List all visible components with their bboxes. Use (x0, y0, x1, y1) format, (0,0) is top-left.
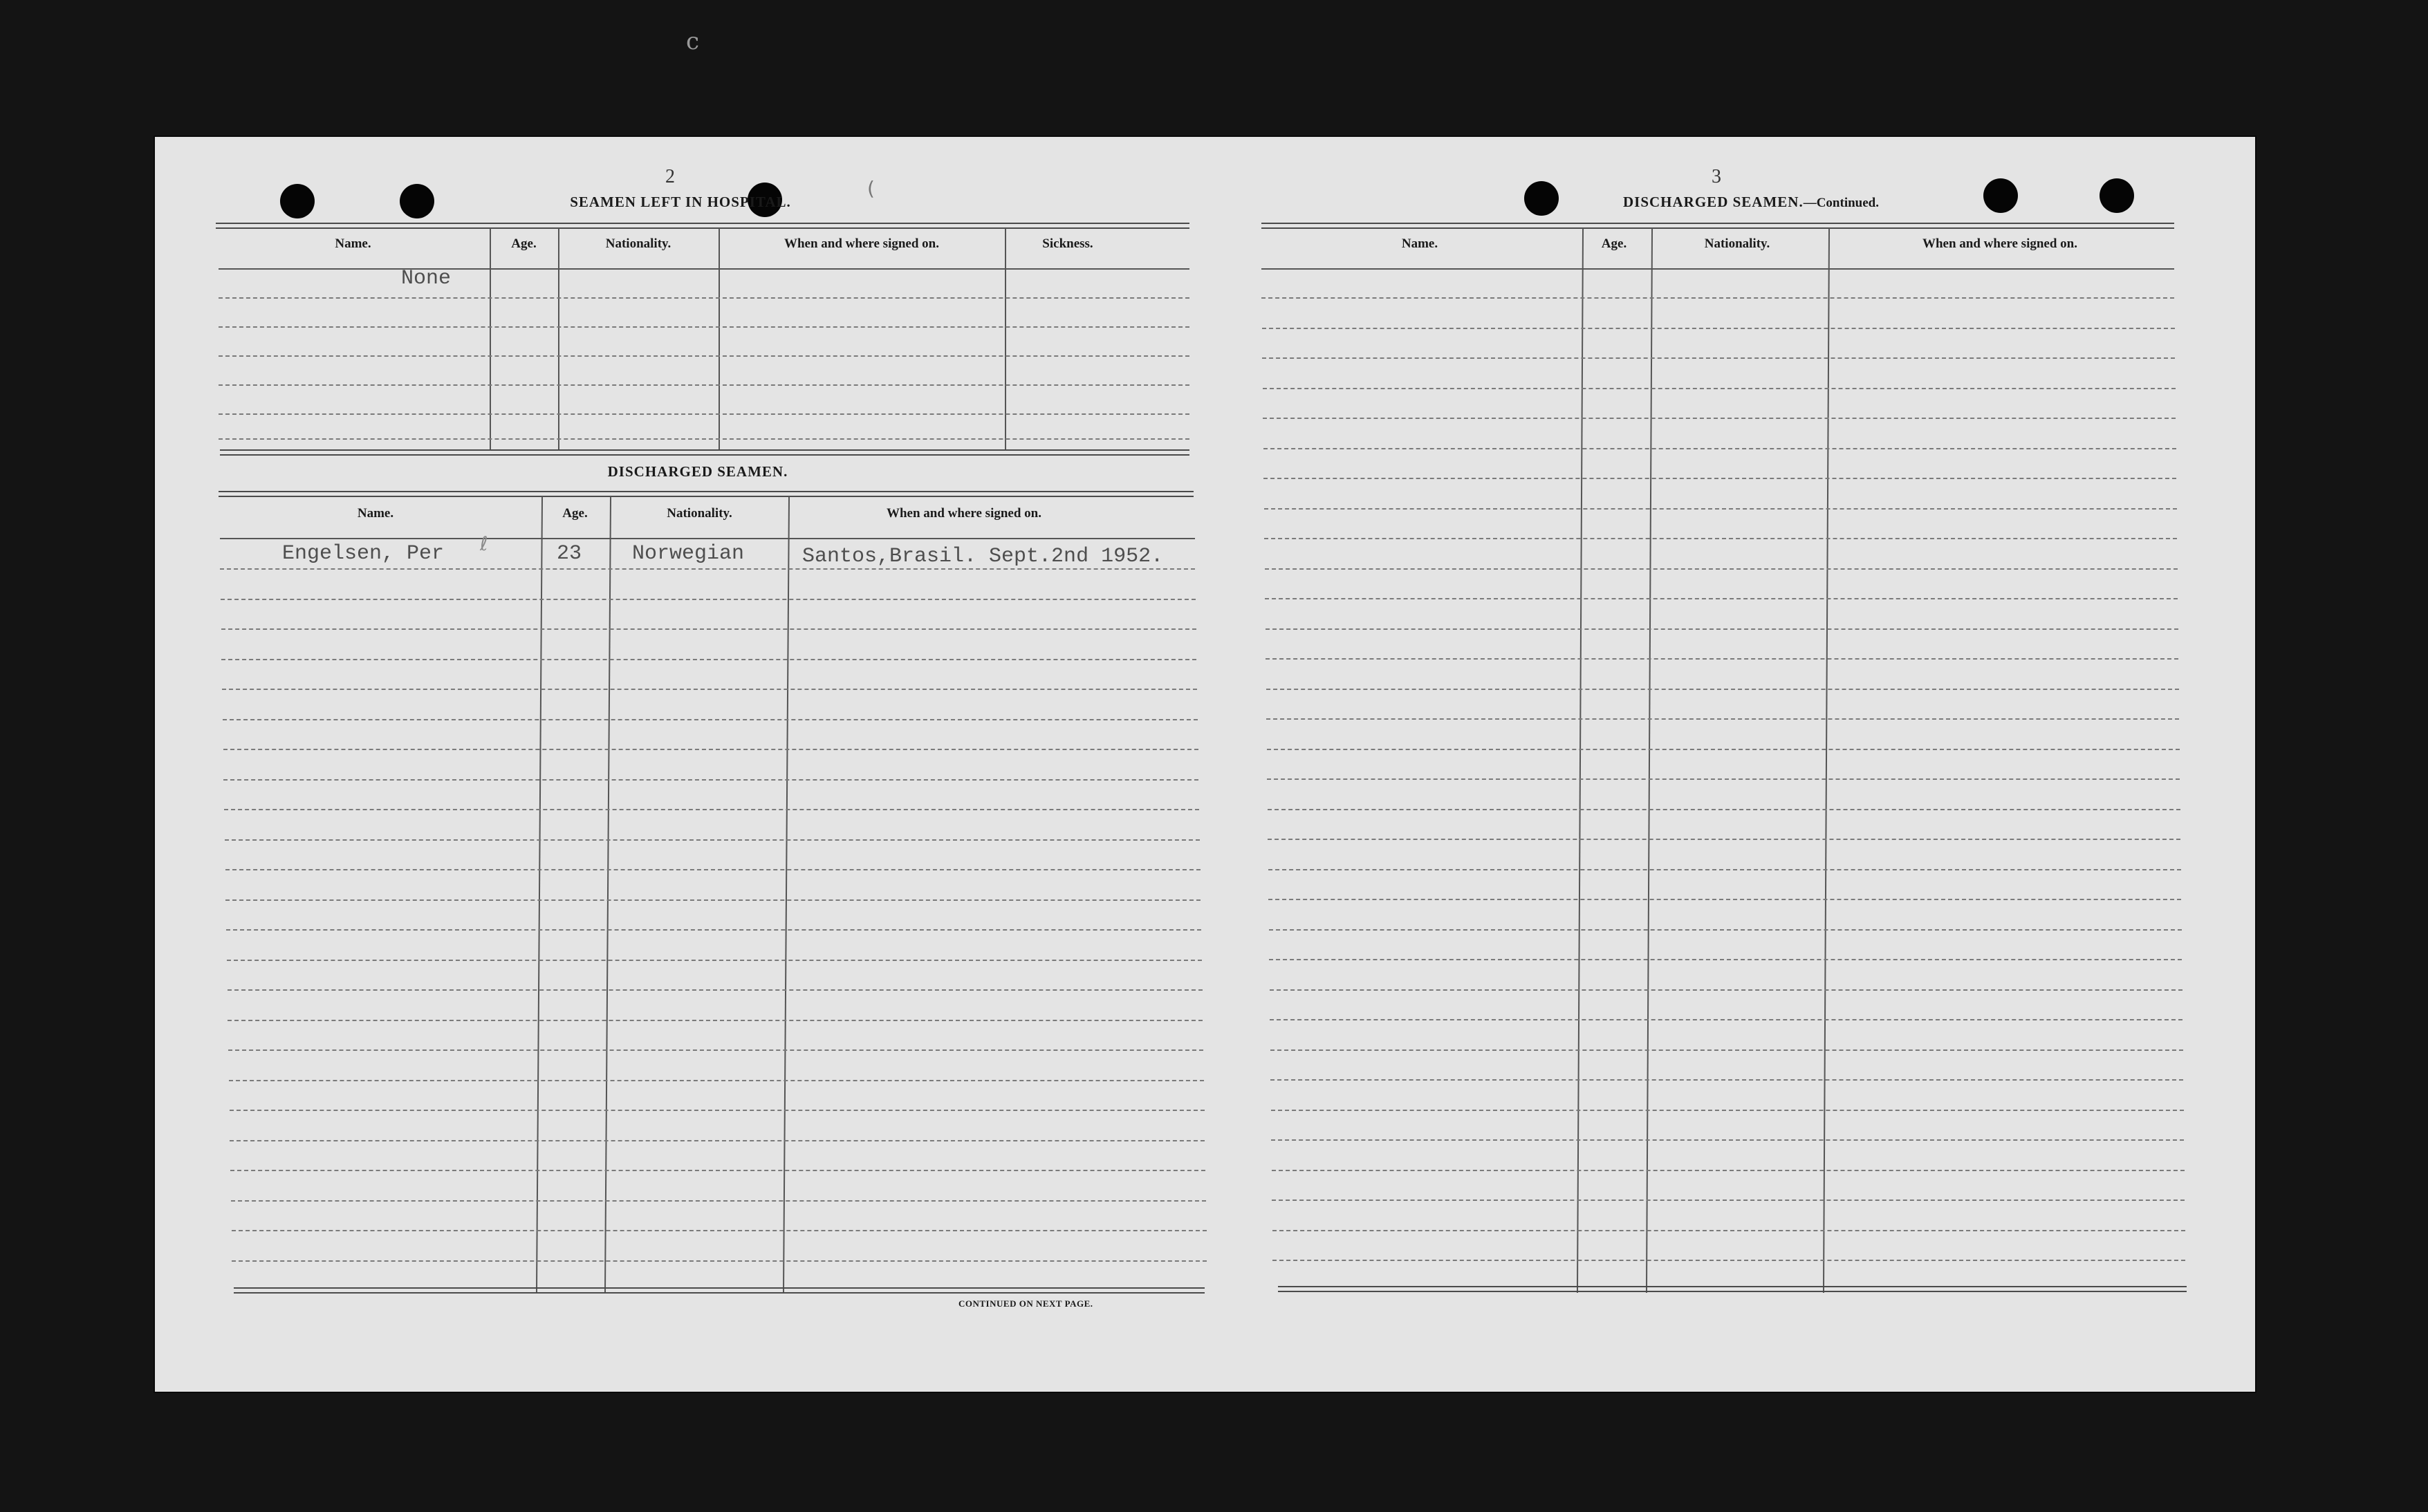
register-sheet-layout (155, 137, 2255, 1392)
form-row-line (221, 628, 1196, 630)
form-row-line (1266, 658, 2178, 660)
discharged-nationality: Norwegian (632, 542, 745, 566)
form-row-line (1263, 388, 2176, 389)
form-row-line (1272, 1230, 2185, 1231)
form-row-line (1271, 1110, 2184, 1111)
form-row-line (228, 989, 1203, 991)
discharged-col-divider (783, 496, 790, 1293)
right-title-main: DISCHARGED SEAMEN. (1623, 194, 1804, 210)
hospital-row-line (219, 326, 1189, 328)
hospital-col-divider (719, 228, 720, 451)
form-row-line (1263, 448, 2176, 449)
form-row-line (1272, 1200, 2185, 1201)
form-row-line (1265, 598, 2178, 599)
right-col-name: Name. (1401, 236, 1438, 251)
form-row-line (1268, 809, 2180, 810)
form-row-line (1261, 297, 2174, 299)
hospital-header-rule (219, 268, 1189, 270)
right-header-rule (1261, 268, 2174, 270)
form-row-line (226, 929, 1201, 931)
form-row-line (1268, 899, 2181, 900)
form-row-line (224, 809, 1199, 810)
form-row-line (1267, 749, 2180, 750)
discharged-section-title: DISCHARGED SEAMEN. (607, 463, 788, 480)
discharged-age: 23 (557, 542, 582, 566)
form-row-line (1266, 718, 2179, 720)
discharged-header-rule (220, 538, 1195, 539)
hospital-col-divider (490, 228, 491, 451)
form-row-line (1270, 1079, 2183, 1081)
hospital-col-age: Age. (511, 236, 537, 251)
form-row-line (1270, 1019, 2183, 1020)
right-title-continued: —Continued. (1803, 196, 1879, 210)
discharged-col-divider (604, 496, 611, 1293)
punch-hole-2 (400, 184, 434, 218)
hospital-row-line (219, 355, 1189, 357)
form-row-line (1262, 328, 2175, 329)
hospital-row-line (219, 413, 1189, 415)
form-row-line (229, 1080, 1204, 1081)
form-row-line (1265, 568, 2178, 570)
form-row-line (232, 1230, 1207, 1231)
continued-note: CONTINUED ON NEXT PAGE. (958, 1298, 1093, 1309)
hospital-col-nationality: Nationality. (605, 236, 671, 251)
discharged-col-signed-on: When and where signed on. (886, 506, 1041, 521)
right-col-signed-on: When and where signed on. (1922, 236, 2077, 251)
form-row-line (230, 1110, 1205, 1111)
stray-mark: c (686, 28, 700, 55)
form-row-line (228, 1049, 1203, 1051)
form-row-line (1268, 869, 2181, 870)
right-page-title (1571, 194, 1931, 211)
hospital-col-sickness: Sickness. (1042, 236, 1093, 251)
discharged-top-rule (219, 491, 1194, 497)
form-row-line (1263, 418, 2176, 419)
form-row-line (1272, 1170, 2185, 1171)
hospital-col-divider (1005, 228, 1006, 451)
right-col-age: Age. (1601, 236, 1627, 251)
hospital-section-title: SEAMEN LEFT IN HOSPITAL. (570, 194, 791, 210)
form-row-line (225, 839, 1200, 841)
form-row-line (1264, 508, 2177, 510)
form-row-line (1271, 1139, 2184, 1141)
form-row-line (1264, 538, 2177, 539)
right-col-nationality: Nationality. (1704, 236, 1770, 251)
discharged-name: Engelsen, Per (282, 542, 445, 566)
discharged-signed-on: Santos,Brasil. Sept.2nd 1952. (802, 545, 1164, 568)
hospital-row-line (219, 438, 1189, 440)
form-row-line (1269, 959, 2182, 960)
hospital-row-line (219, 384, 1189, 386)
left-page-number: 2 (665, 166, 675, 187)
form-row-line (1266, 628, 2178, 630)
punch-hole-4 (1524, 181, 1559, 216)
handwritten-initials: ℓ (480, 532, 488, 555)
form-row-line (230, 1170, 1205, 1171)
form-row-line (225, 899, 1201, 901)
punch-hole-5 (1983, 178, 2018, 213)
right-top-rule (1261, 223, 2174, 229)
form-row-line (223, 719, 1198, 720)
hospital-row-line (219, 297, 1189, 299)
right-page-number: 3 (1712, 166, 1721, 187)
form-row-line (1263, 478, 2176, 479)
form-row-line (1262, 357, 2175, 359)
hospital-bottom-rule (220, 449, 1189, 456)
form-row-line (227, 960, 1202, 961)
hospital-col-name: Name. (335, 236, 371, 251)
form-row-line (1266, 689, 2179, 690)
form-row-line (232, 1260, 1207, 1262)
form-row-line (1270, 1049, 2183, 1051)
form-row-line (228, 1020, 1203, 1021)
form-row-line (1267, 778, 2180, 780)
form-row-line (1272, 1260, 2185, 1261)
form-row-line (220, 568, 1195, 570)
discharged-col-age: Age. (562, 506, 588, 521)
form-row-line (230, 1140, 1205, 1141)
scribble-mark: ( (867, 177, 875, 200)
discharged-col-divider (536, 496, 543, 1293)
form-row-line (1270, 989, 2183, 991)
discharged-col-nationality: Nationality. (667, 506, 732, 521)
form-row-line (221, 659, 1196, 660)
punch-hole-1 (280, 184, 315, 218)
hospital-entry-none: None (401, 267, 452, 290)
form-row-line (223, 779, 1198, 781)
form-row-line (1269, 929, 2182, 931)
form-row-line (231, 1200, 1206, 1202)
form-row-line (1268, 839, 2180, 840)
form-row-line (221, 599, 1196, 600)
discharged-bottom-rule (234, 1287, 1205, 1294)
punch-hole-6 (2100, 178, 2134, 213)
hospital-col-signed-on: When and where signed on. (784, 236, 939, 251)
form-row-line (225, 869, 1201, 870)
discharged-col-name: Name. (357, 506, 394, 521)
form-row-line (222, 689, 1197, 690)
form-row-line (223, 749, 1198, 750)
right-bottom-rule (1278, 1286, 2187, 1292)
hospital-top-rule (216, 223, 1189, 229)
hospital-col-divider (558, 228, 559, 451)
